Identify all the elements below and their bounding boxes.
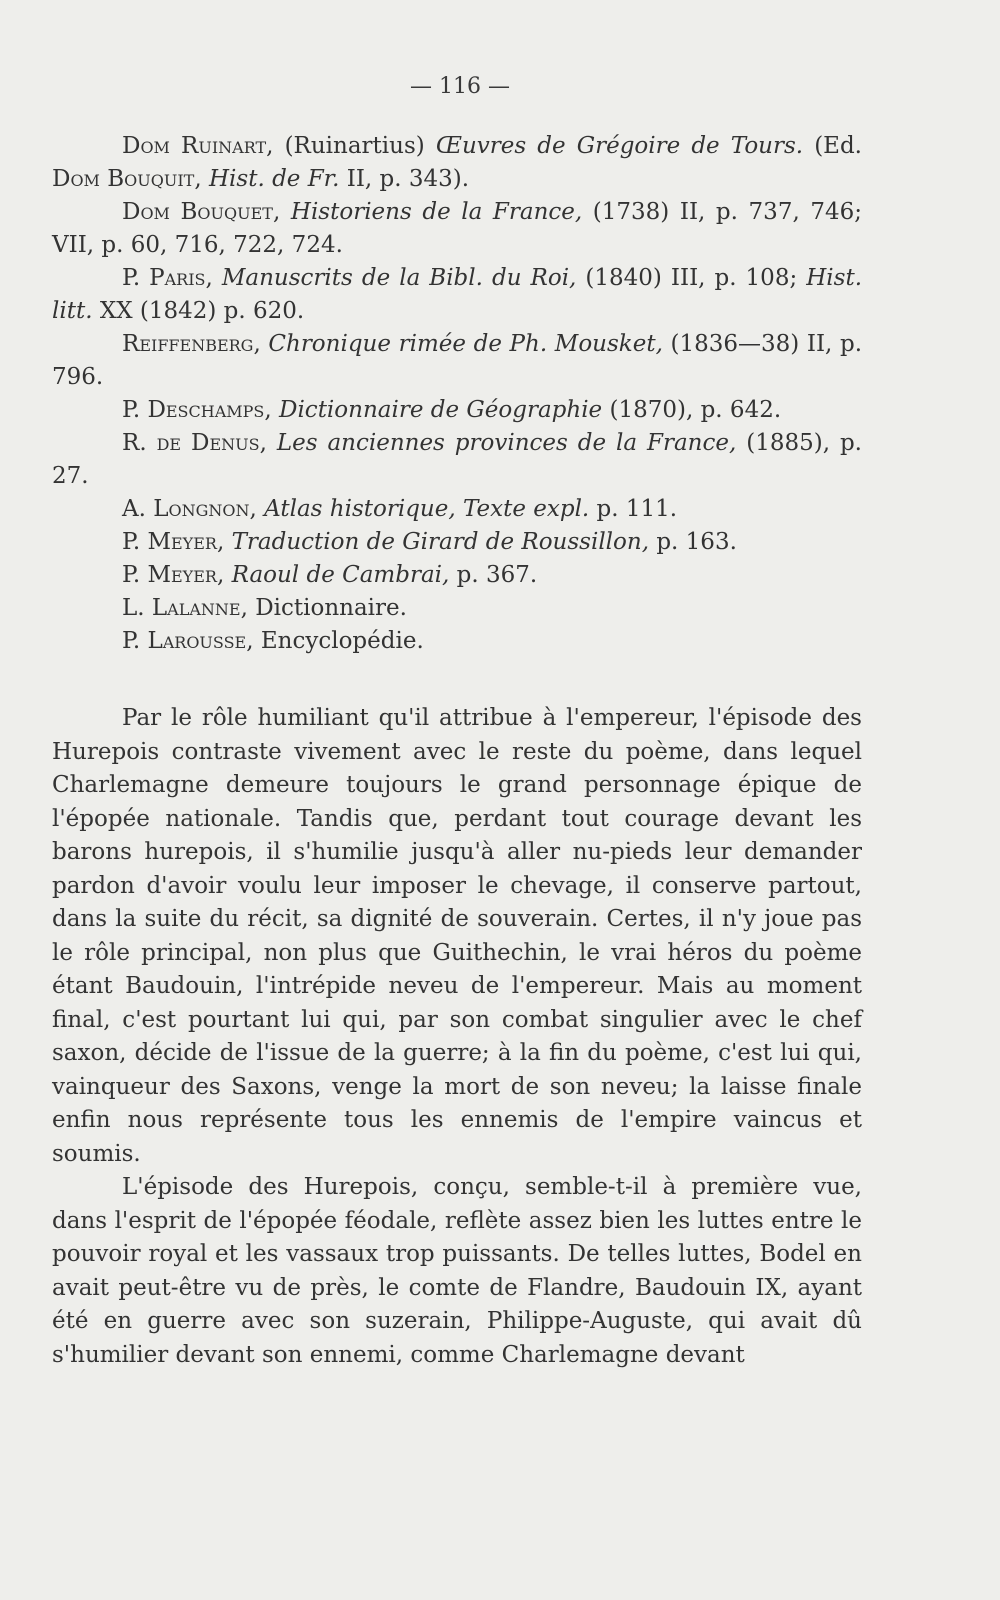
work-title: Traduction de Girard de Roussillon, <box>231 529 650 555</box>
citation-text: , <box>253 331 269 357</box>
bibliography-entry <box>52 394 862 427</box>
bibliography-entry <box>52 592 862 625</box>
bibliography-entry <box>52 130 862 196</box>
citation-text: , Encyclopédie. <box>246 628 424 654</box>
citation-text: , <box>272 199 291 225</box>
author-name: Meyer <box>147 529 217 555</box>
author-name: Paris <box>149 265 206 291</box>
citation-text: (1885), p. 27. <box>52 430 862 489</box>
citation-text: P. <box>122 628 148 654</box>
work-title: Œuvres de Grégoire de Tours. <box>435 133 804 159</box>
citation-text: , <box>205 265 222 291</box>
body-paragraph: Par le rôle humiliant qu'il attribue à l'empereur, l'épisode des Hurepois contraste vivement avec le reste du poème, dans lequel Charlemagne demeure toujours le grand personnage épique de l'épopée nationale. Tandis que, perdant tout courage devant les barons hurepois, il s'humilie jusqu'à aller nu-pieds leur demander pardon d'avoir voulu leur imposer le chevage, il conserve partout, dans la suite du récit, sa dignité de souverain. Certes, il n'y joue pas le rôle principal, non plus que Guithechin, le vrai héros du poème étant Baudouin, l'intrépide neveu de l'empereur. Mais au moment final, c'est pourtant lui qui, par son combat singulier avec le chef saxon, décide de l'issue de la guerre; à la fin du poème, c'est lui qui, vainqueur des Saxons, venge la mort de son neveu; la laisse finale enfin nous représente tous les ennemis de l'empire vaincus et soumis. <box>52 705 862 1167</box>
work-title: Historiens de la France, <box>290 199 583 225</box>
body-text <box>52 702 862 1372</box>
bibliography-entry <box>52 526 862 559</box>
citation-text: XX (1842) p. 620. <box>92 298 305 324</box>
citation-text: L. <box>122 595 152 621</box>
citation-text: p. 367. <box>449 562 538 588</box>
work-title: Manuscrits de la Bibl. du Roi, <box>221 265 577 291</box>
bibliography-entry <box>52 196 862 262</box>
work-title: Atlas historique, Texte expl. <box>264 496 590 522</box>
author-name: Reiffenberg <box>122 331 254 357</box>
citation-text: P. <box>122 265 150 291</box>
work-title: Hist. litt. <box>52 265 863 324</box>
citation-text: A. <box>122 496 154 522</box>
citation-text: , <box>264 397 280 423</box>
citation-text: (1840) III, p. 108; <box>576 265 807 291</box>
citation-text: P. <box>122 529 148 555</box>
author-name: Dom Bouquit <box>52 166 195 192</box>
author-name: Meyer <box>147 562 217 588</box>
citation-text: , Dictionnaire. <box>240 595 407 621</box>
bibliography-list <box>52 130 862 658</box>
author-name: Larousse <box>147 628 247 654</box>
bibliography-entry <box>52 559 862 592</box>
author-name: Dom Bouquet <box>122 199 273 225</box>
citation-text: , <box>216 562 232 588</box>
citation-text: P. <box>122 562 148 588</box>
citation-text: p. 111. <box>589 496 678 522</box>
citation-text: , <box>249 496 265 522</box>
work-title: Chronique rimée de Ph. Mousket, <box>268 331 663 357</box>
citation-text: II, p. 343). <box>339 166 470 192</box>
citation-text: , <box>194 166 209 192</box>
body-paragraph: L'épisode des Hurepois, conçu, semble-t-il à première vue, dans l'esprit de l'épopée féodale, reflète assez bien les luttes entre le pouvoir royal et les vassaux trop puissants. De telles luttes, Bodel en avait peut-être vu de près, le comte de Flandre, Baudouin IX, ayant été en guerre avec son suzerain, Philippe-Auguste, qui avait dû s'humilier devant son ennemi, comme Charlemagne devant <box>52 1174 862 1368</box>
citation-text: (1738) II, p. 737, 746; VII, p. 60, 716, 722, 724. <box>52 199 862 258</box>
citation-text: , (Ruinartius) <box>266 133 436 159</box>
work-title: Hist. de Fr. <box>208 166 340 192</box>
citation-text: (1836—38) II, p. 796. <box>52 331 863 390</box>
citation-text: (Ed. <box>803 133 862 159</box>
work-title: Raoul de Cambrai, <box>231 562 450 588</box>
author-name: Lalanne <box>151 595 241 621</box>
bibliography-entry <box>52 262 862 328</box>
citation-text: (1870), p. 642. <box>602 397 782 423</box>
author-name: Deschamps <box>147 397 265 423</box>
author-name: Longnon <box>153 496 250 522</box>
citation-text: , <box>216 529 232 555</box>
citation-text: p. 163. <box>649 529 737 555</box>
citation-text: , <box>259 430 277 456</box>
citation-text: P. <box>122 397 148 423</box>
bibliography-entry <box>52 328 862 394</box>
author-name: de Denus <box>156 430 260 456</box>
citation-text: R. <box>122 430 157 456</box>
page-number: — 116 — <box>410 74 510 99</box>
work-title: Dictionnaire de Géographie <box>279 397 603 423</box>
bibliography-entry <box>52 493 862 526</box>
work-title: Les anciennes provinces de la France, <box>276 430 737 456</box>
bibliography-entry <box>52 625 862 658</box>
author-name: Dom Ruinart <box>122 133 267 159</box>
bibliography-entry <box>52 427 862 493</box>
